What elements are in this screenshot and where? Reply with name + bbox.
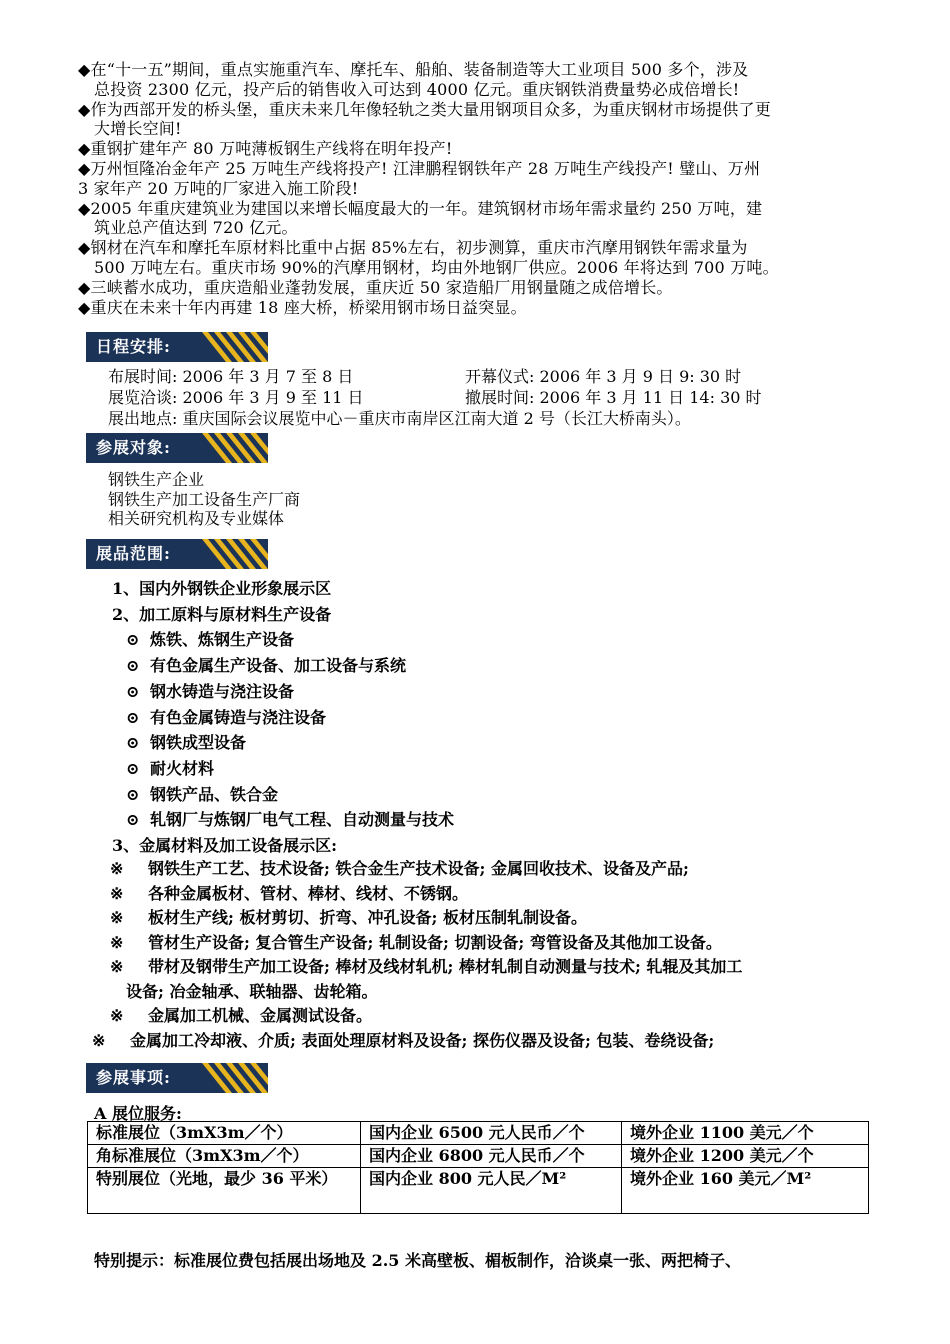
reference-mark-icon: ※ [110, 908, 124, 927]
table-row [88, 1145, 869, 1168]
audience-heading [86, 433, 268, 463]
bullet-line: ◆重钢扩建年产 80 万吨薄板钢生产线将在明年投产! [78, 139, 453, 159]
bullet-continuation: 总投资 2300 亿元，投产后的销售收入可达到 4000 亿元。重庆钢铁消费量势必成倍增长! [94, 79, 740, 99]
reference-mark-icon: ※ [92, 1030, 106, 1050]
category-item: ※ 管材生产设备; 复合管生产设备; 轧制设备; 切割设备; 弯管设备及其他加工设备。 [108, 931, 888, 956]
audience-item: 钢铁生产企业 [108, 470, 205, 489]
booth-service-title: A 展位服务: [94, 1104, 182, 1123]
schedule-heading [86, 332, 268, 362]
circle-dot-icon: ⊙ [126, 681, 140, 701]
reference-mark-icon: ※ [110, 1006, 124, 1025]
setup-time: 布展时间: 2006 年 3 月 7 至 8 日 [108, 367, 354, 386]
booth-type-cell: 特别展位（光地，最少 36 平米） [88, 1168, 361, 1214]
bullet-line: ◆重庆在未来十年内再建 18 座大桥，桥梁用钢市场日益突显。 [78, 297, 527, 317]
scope-subitem: ⊙ 有色金属铸造与浇注设备 [108, 705, 454, 731]
venue: 展出地点: 重庆国际会议展览中心－重庆市南岸区江南大道 2 号（长江大桥南头）。 [108, 409, 691, 428]
bullet-line: ◆钢材在汽车和摩托车原材料比重中占据 85%左右，初步测算，重庆市汽摩用钢铁年需求量为 [78, 238, 748, 258]
category-item: ※ 板材生产线; 板材剪切、折弯、冲孔设备; 板材压制轧制设备。 [108, 906, 888, 931]
reference-mark-icon: ※ [110, 859, 124, 878]
special-tip: 特别提示：标准展位费包括展出场地及 2.5 米高壁板、楣板制作，洽谈桌一张、两把椅子、 [94, 1251, 741, 1270]
exhibition-time: 展览洽谈: 2006 年 3 月 9 至 11 日 [108, 388, 364, 407]
overseas-price-cell: 境外企业 160 美元／M² [622, 1168, 869, 1214]
heading-label: 展品范围: [96, 544, 171, 563]
scope-item: 3、金属材料及加工设备展示区: [112, 836, 338, 856]
bullet-continuation: 筑业总产值达到 720 亿元。 [94, 218, 298, 238]
circle-dot-icon: ⊙ [126, 733, 140, 753]
bullet-continuation: 大增长空间! [94, 119, 182, 139]
reference-mark-icon: ※ [110, 883, 124, 903]
scope-subitem: ⊙ 有色金属生产设备、加工设备与系统 [108, 653, 454, 679]
scope-subitem: ⊙ 钢铁成型设备 [108, 730, 454, 756]
teardown-time: 撤展时间: 2006 年 3 月 11 日 14: 30 时 [465, 388, 762, 407]
category-item: ※ 金属加工机械、金属测试设备。 [108, 1004, 888, 1029]
booth-fee-table [87, 1121, 869, 1214]
table-row [88, 1122, 869, 1145]
scope-subitem: ⊙ 钢水铸造与浇注设备 [108, 679, 454, 705]
audience-item: 钢铁生产加工设备生产厂商 [108, 489, 301, 509]
stripe-decoration-icon [198, 332, 268, 362]
bullet-line: ◆万州恒隆冶金年产 25 万吨生产线将投产! 江津鹏程钢铁年产 28 万吨生产线投产! 璧山、万州 [78, 158, 761, 178]
category-item-continuation: 设备; 冶金轴承、联轴器、齿轮箱。 [126, 981, 378, 1001]
category-item: ※ 钢铁生产工艺、技术设备; 铁合金生产技术设备; 金属回收技术、设备及产品; [108, 857, 888, 882]
reference-mark-icon: ※ [110, 957, 124, 976]
scope-heading [86, 539, 268, 569]
opening-ceremony: 开幕仪式: 2006 年 3 月 9 日 9: 30 时 [465, 367, 742, 386]
circle-dot-icon: ⊙ [126, 810, 140, 830]
bullet-line: ◆2005 年重庆建筑业为建国以来增长幅度最大的一年。建筑钢材市场年需求量约 250 万吨，建 [78, 198, 763, 218]
scope-list [108, 576, 454, 859]
circle-dot-icon: ⊙ [126, 630, 140, 650]
metal-category-list [92, 857, 888, 1053]
overseas-price-cell: 境外企业 1100 美元／个 [622, 1122, 869, 1145]
table-row [88, 1168, 869, 1214]
audience-item: 相关研究机构及专业媒体 [108, 509, 285, 528]
circle-dot-icon: ⊙ [126, 656, 140, 676]
scope-subitem: ⊙ 钢铁产品、铁合金 [108, 782, 454, 808]
heading-label: 参展事项: [96, 1068, 171, 1087]
bullet-continuation: 3 家年产 20 万吨的厂家进入施工阶段! [78, 178, 359, 198]
stripe-decoration-icon [198, 433, 268, 463]
stripe-decoration-icon [198, 539, 268, 569]
circle-dot-icon: ⊙ [126, 758, 140, 778]
domestic-price-cell: 国内企业 6800 元人民币／个 [361, 1145, 622, 1168]
heading-label: 参展对象: [96, 438, 171, 457]
reference-mark-icon: ※ [110, 932, 124, 952]
booth-type-cell: 标准展位（3mX3m／个） [88, 1122, 361, 1145]
circle-dot-icon: ⊙ [126, 784, 140, 804]
circle-dot-icon: ⊙ [126, 707, 140, 727]
audience-list [108, 470, 300, 529]
domestic-price-cell: 国内企业 800 元人民／M² [361, 1168, 622, 1214]
booth-type-cell: 角标准展位（3mX3m／个） [88, 1145, 361, 1168]
scope-item: 1、国内外钢铁企业形象展示区 [112, 579, 332, 598]
overseas-price-cell: 境外企业 1200 美元／个 [622, 1145, 869, 1168]
scope-item: 2、加工原料与原材料生产设备 [112, 604, 332, 624]
intro-bullets [78, 60, 883, 317]
heading-label: 日程安排: [96, 337, 171, 356]
bullet-line: ◆三峡蓄水成功，重庆造船业蓬勃发展，重庆近 50 家造船厂用钢量随之成倍增长。 [78, 277, 673, 297]
bullet-line: ◆作为西部开发的桥头堡，重庆未来几年像轻轨之类大量用钢项目众多，为重庆钢材市场提供了更 [78, 99, 771, 119]
bullet-line: ◆在“十一五”期间，重点实施重汽车、摩托车、船舶、装备制造等大工业项目 500 多个，涉及 [78, 60, 749, 79]
matters-heading [86, 1063, 268, 1093]
scope-subitem: ⊙ 炼铁、炼钢生产设备 [108, 627, 454, 653]
category-item: ※ 金属加工冷却液、介质; 表面处理原材料及设备; 探伤仪器及设备; 包装、卷绕设备; [90, 1029, 888, 1054]
category-item: ※ 各种金属板材、管材、棒材、线材、不锈钢。 [108, 882, 888, 907]
bullet-continuation: 500 万吨左右。重庆市场 90%的汽摩用钢材，均由外地钢厂供应。2006 年将达到 700 万吨。 [94, 257, 779, 277]
stripe-decoration-icon [198, 1063, 268, 1093]
schedule-block [108, 366, 868, 429]
scope-subitem: ⊙ 耐火材料 [108, 756, 454, 782]
category-item: ※ 带材及钢带生产加工设备; 棒材及线材轧机; 棒材轧制自动测量与技术; 轧辊及其加工 [108, 955, 888, 980]
domestic-price-cell: 国内企业 6500 元人民币／个 [361, 1122, 622, 1145]
scope-subitem: ⊙ 轧钢厂与炼钢厂电气工程、自动测量与技术 [108, 807, 454, 833]
